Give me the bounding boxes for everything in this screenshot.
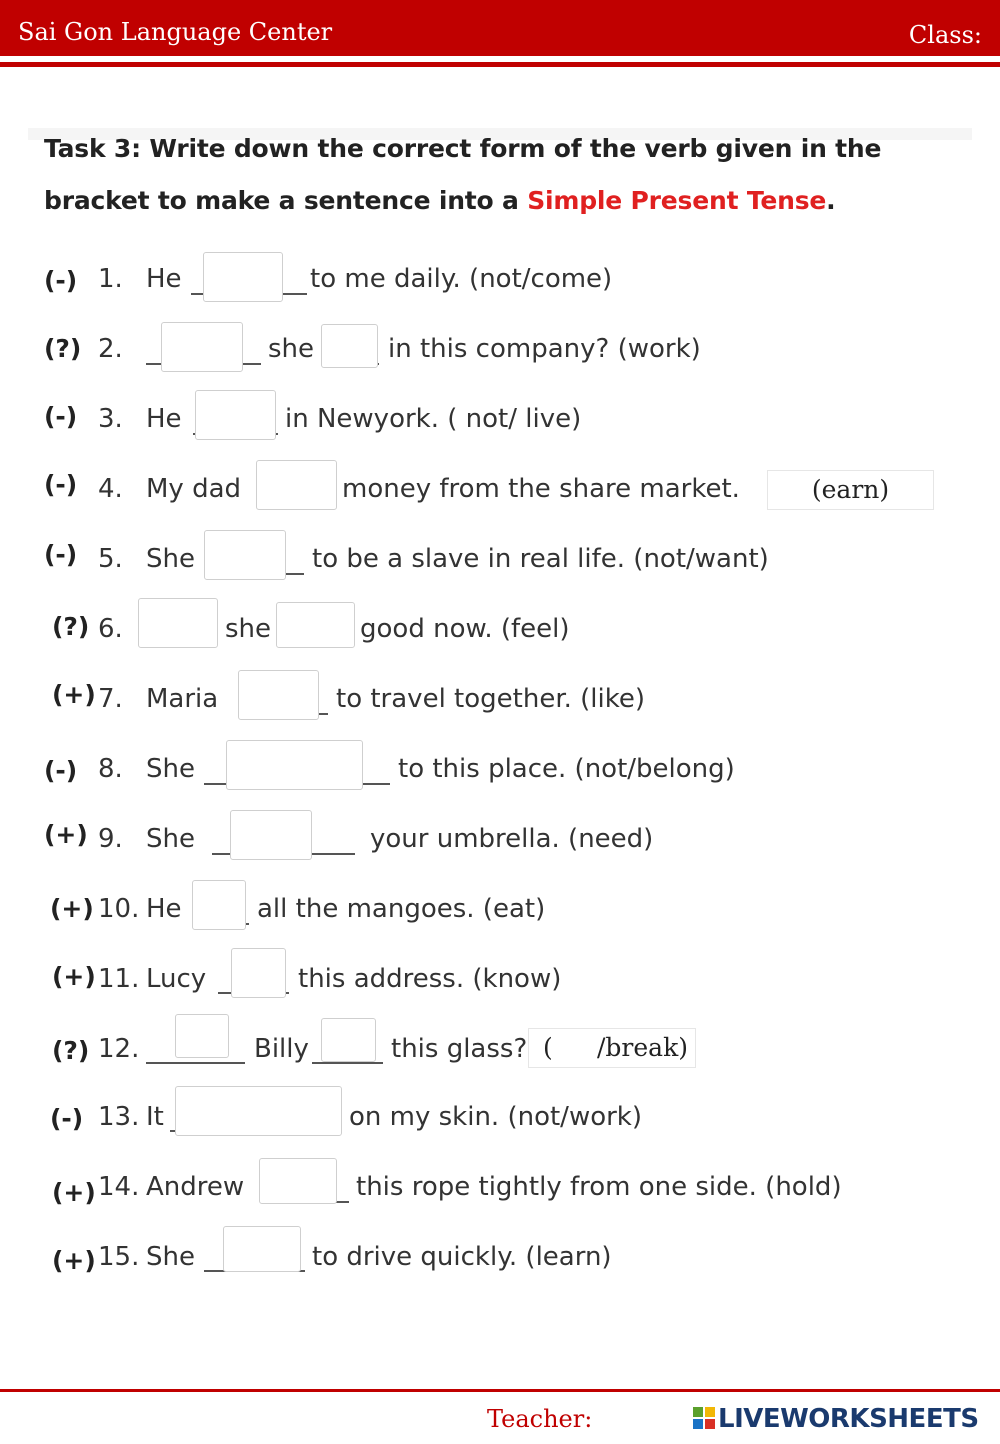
question-text: in this company? (work) — [388, 334, 701, 364]
question-text: she — [225, 614, 272, 644]
answer-input[interactable] — [259, 1158, 337, 1204]
question-text: Andrew — [146, 1172, 245, 1202]
question-text: to travel together. (like) — [336, 684, 646, 714]
header-divider — [0, 62, 1000, 67]
question-3 — [0, 390, 1000, 450]
question-text: to this place. (not/belong) — [398, 754, 735, 784]
question-text: on my skin. (not/work) — [349, 1102, 643, 1132]
question-mark: (+) — [52, 680, 96, 709]
question-number: 6. — [98, 614, 123, 644]
question-14 — [0, 1158, 1000, 1218]
center-name: Sai Gon Language Center — [18, 18, 333, 46]
question-text: Maria — [146, 684, 219, 714]
question-4 — [0, 460, 1000, 520]
question-text: to drive quickly. (learn) — [312, 1242, 612, 1272]
question-number: 11. — [98, 964, 140, 994]
question-mark: (+) — [44, 820, 88, 849]
answer-input[interactable] — [256, 460, 337, 510]
question-text: this rope tightly from one side. (hold) — [356, 1172, 842, 1202]
question-text: all the mangoes. (eat) — [257, 894, 546, 924]
task-period: . — [826, 186, 836, 215]
question-number: 13. — [98, 1102, 140, 1132]
question-12 — [0, 1014, 1000, 1074]
question-mark: (-) — [50, 1104, 84, 1133]
question-number: 15. — [98, 1242, 140, 1272]
question-number: 12. — [98, 1034, 140, 1064]
question-text: He — [146, 264, 182, 294]
question-11 — [0, 948, 1000, 1008]
answer-input[interactable] — [192, 880, 246, 930]
verb-hint — [528, 1028, 696, 1068]
answer-underline — [146, 1062, 245, 1064]
question-mark: (+) — [52, 1178, 96, 1207]
question-number: 8. — [98, 754, 123, 784]
question-mark: (-) — [44, 266, 78, 295]
class-label: Class: — [908, 21, 982, 49]
question-number: 14. — [98, 1172, 140, 1202]
answer-input[interactable] — [276, 602, 355, 648]
brand-name: LIVEWORKSHEETS — [718, 1404, 979, 1434]
question-text: She — [146, 754, 195, 784]
task-instruction-line2 — [44, 186, 835, 215]
question-13 — [0, 1086, 1000, 1146]
question-text: He — [146, 404, 182, 434]
question-text: She — [146, 544, 195, 574]
question-number: 10. — [98, 894, 140, 924]
teacher-label: Teacher: — [487, 1405, 593, 1433]
question-15 — [0, 1226, 1000, 1286]
question-6 — [0, 598, 1000, 658]
question-text: to be a slave in real life. (not/want) — [312, 544, 769, 574]
question-mark: (-) — [44, 756, 78, 785]
footer-divider — [0, 1389, 1000, 1392]
question-text: It — [146, 1102, 164, 1132]
answer-input[interactable] — [321, 1018, 376, 1062]
question-text: Billy — [254, 1034, 309, 1064]
answer-input[interactable] — [230, 810, 312, 860]
answer-input[interactable] — [223, 1226, 301, 1272]
question-text: she — [268, 334, 315, 364]
question-text: He — [146, 894, 182, 924]
question-2 — [0, 322, 1000, 382]
question-9 — [0, 810, 1000, 870]
question-number: 4. — [98, 474, 123, 504]
answer-input[interactable] — [238, 670, 319, 720]
answer-underline — [312, 1062, 383, 1064]
question-text: your umbrella. (need) — [370, 824, 654, 854]
question-text: good now. (feel) — [360, 614, 570, 644]
answer-input[interactable] — [204, 530, 286, 580]
question-10 — [0, 880, 1000, 940]
question-text: money from the share market. — [342, 474, 740, 504]
task-instruction-line1: Task 3: Write down the correct form of the verb given in the — [44, 134, 882, 163]
question-number: 7. — [98, 684, 123, 714]
question-mark: (?) — [52, 612, 90, 641]
answer-input[interactable] — [138, 598, 218, 648]
answer-input[interactable] — [161, 322, 243, 372]
question-5 — [0, 530, 1000, 590]
question-mark: (-) — [44, 540, 78, 569]
question-mark: (?) — [44, 334, 82, 363]
answer-input[interactable] — [231, 948, 286, 998]
question-number: 5. — [98, 544, 123, 574]
question-text: She — [146, 1242, 195, 1272]
question-number: 9. — [98, 824, 123, 854]
question-mark: (+) — [50, 894, 94, 923]
question-mark: (-) — [44, 402, 78, 431]
question-text: in Newyork. ( not/ live) — [285, 404, 582, 434]
hint-open-paren: ( — [543, 1033, 553, 1062]
question-mark: (-) — [44, 470, 78, 499]
hint-verb: /break) — [597, 1033, 688, 1062]
question-7 — [0, 670, 1000, 730]
answer-input[interactable] — [195, 390, 276, 440]
question-text: My dad — [146, 474, 242, 504]
task-text: bracket to make a sentence into a — [44, 186, 528, 215]
question-number: 1. — [98, 264, 123, 294]
question-text: Lucy — [146, 964, 207, 994]
question-text: this address. (know) — [298, 964, 562, 994]
question-number: 3. — [98, 404, 123, 434]
answer-input[interactable] — [321, 324, 378, 368]
answer-input[interactable] — [226, 740, 363, 790]
liveworksheets-logo-icon — [692, 1406, 716, 1430]
question-number: 2. — [98, 334, 123, 364]
liveworksheets-logo[interactable] — [692, 1404, 979, 1434]
answer-input[interactable] — [203, 252, 283, 302]
question-text: to me daily. (not/come) — [310, 264, 613, 294]
question-text: this glass? — [391, 1034, 528, 1064]
question-1 — [0, 252, 1000, 312]
tense-highlight: Simple Present Tense — [527, 186, 827, 215]
question-8 — [0, 740, 1000, 800]
answer-input[interactable] — [175, 1014, 229, 1058]
verb-hint: (earn) — [767, 470, 934, 510]
answer-input[interactable] — [175, 1086, 342, 1136]
question-mark: (?) — [52, 1036, 90, 1065]
question-text: She — [146, 824, 195, 854]
question-mark: (+) — [52, 962, 96, 991]
question-mark: (+) — [52, 1246, 96, 1275]
